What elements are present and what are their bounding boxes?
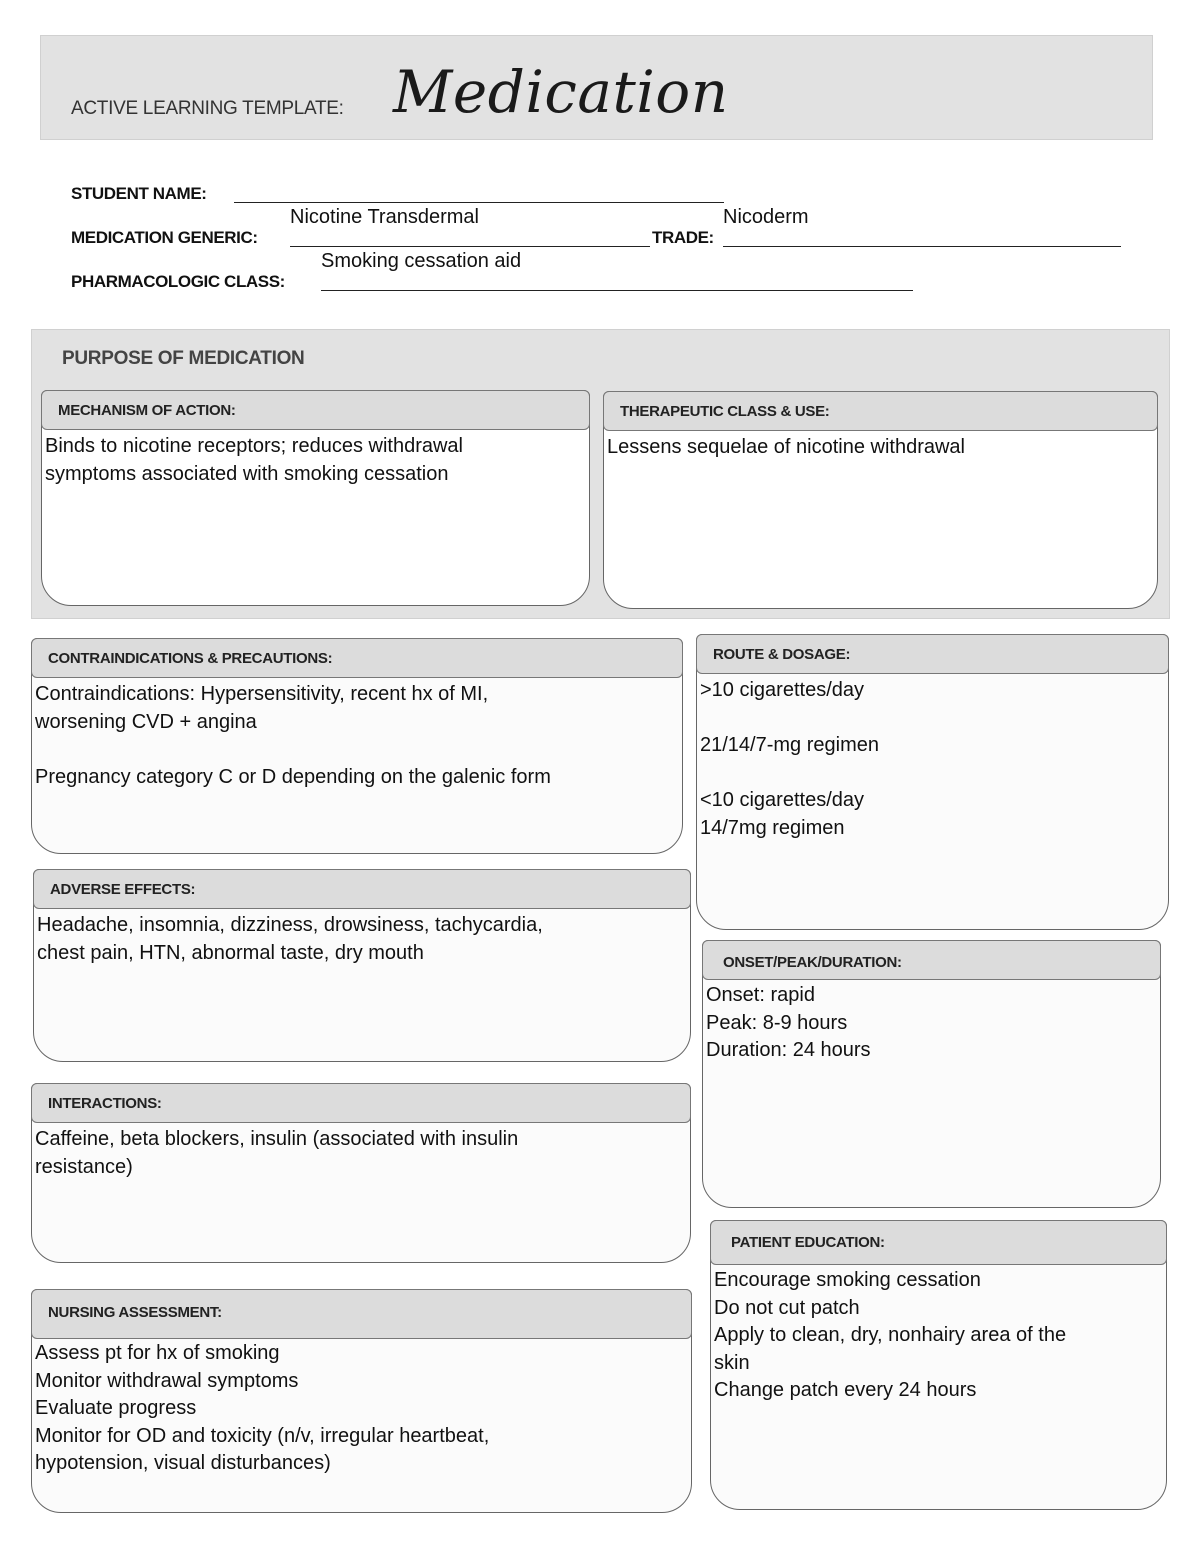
text-line: 21/14/7-mg regimen (700, 734, 879, 756)
text-line: Peak: 8-9 hours (706, 1011, 848, 1034)
interactions-label: INTERACTIONS: (48, 1095, 162, 1112)
adverse-effects-label: ADVERSE EFFECTS: (50, 881, 196, 898)
text-line: Change patch every 24 hours (714, 1379, 977, 1401)
patient-education-label: PATIENT EDUCATION: (731, 1234, 885, 1251)
contraindications-text (35, 681, 674, 791)
adverse-effects-box[interactable] (33, 869, 691, 1062)
text-line: Encourage smoking cessation (714, 1269, 981, 1291)
generic-value: Nicotine Transdermal (290, 206, 479, 228)
text-line: symptoms associated with smoking cessation (45, 462, 449, 485)
text-line: Monitor withdrawal symptoms (35, 1369, 299, 1392)
template-lead-text: ACTIVE LEARNING TEMPLATE: (71, 98, 344, 119)
route-dosage-box[interactable] (696, 634, 1169, 930)
interactions-header (31, 1083, 691, 1123)
therapeutic-label: THERAPEUTIC CLASS & USE: (620, 403, 830, 420)
text-line: Contraindications: Hypersensitivity, recent hx of MI, (35, 683, 489, 705)
pharm-class-value: Smoking cessation aid (321, 250, 522, 272)
nursing-assessment-label: NURSING ASSESSMENT: (48, 1304, 222, 1321)
text-line: hypotension, visual disturbances) (35, 1452, 331, 1474)
text-line: Apply to clean, dry, nonhairy area of the (714, 1324, 1067, 1346)
therapeutic-header (603, 391, 1158, 431)
text-line: Duration: 24 hours (706, 1039, 871, 1061)
text-line: Do not cut patch (714, 1296, 860, 1319)
onset-text (706, 982, 1152, 1065)
text-line: Monitor for OD and toxicity (n/v, irregular heartbeat, (35, 1424, 490, 1447)
contraindications-box[interactable] (31, 638, 683, 854)
mechanism-label: MECHANISM OF ACTION: (58, 402, 236, 419)
nursing-assessment-box[interactable] (31, 1289, 692, 1513)
text-line: Evaluate progress (35, 1397, 197, 1419)
nursing-assessment-header (31, 1289, 692, 1339)
text-line: <10 cigarettes/day (700, 789, 864, 811)
text-line (35, 736, 674, 764)
generic-field[interactable] (290, 206, 650, 247)
text-line: Caffeine, beta blockers, insulin (associated with insulin (35, 1128, 519, 1150)
adverse-effects-text (37, 912, 682, 967)
text-line: chest pain, HTN, abnormal taste, dry mouth (37, 941, 424, 964)
onset-header (702, 940, 1161, 980)
text-line: Headache, insomnia, dizziness, drowsiness, tachycardia, (37, 914, 543, 936)
interactions-text (35, 1126, 682, 1181)
mechanism-text (45, 433, 581, 488)
text-line: Assess pt for hx of smoking (35, 1342, 280, 1364)
text-line (700, 760, 1160, 788)
text-line: Lessens sequelae of nicotine withdrawal (607, 436, 965, 458)
text-line: 14/7mg regimen (700, 816, 845, 839)
template-title: Medication (393, 58, 729, 126)
template-header (40, 35, 1153, 140)
generic-label: MEDICATION GENERIC: (71, 228, 258, 247)
mechanism-header (41, 390, 590, 430)
student-name-label: STUDENT NAME: (71, 184, 207, 203)
pharm-class-label: PHARMACOLOGIC CLASS: (71, 272, 285, 291)
patient-education-box[interactable] (710, 1220, 1167, 1510)
therapeutic-box[interactable] (603, 391, 1158, 609)
route-dosage-label: ROUTE & DOSAGE: (713, 646, 851, 663)
mechanism-box[interactable] (41, 390, 590, 606)
text-line: Pregnancy category C or D depending on the galenic form (35, 765, 551, 788)
contraindications-label: CONTRAINDICATIONS & PRECAUTIONS: (48, 650, 333, 667)
text-line (700, 705, 1160, 733)
trade-value: Nicoderm (723, 206, 809, 228)
pharm-class-field[interactable] (321, 250, 913, 291)
interactions-box[interactable] (31, 1083, 691, 1263)
route-dosage-text (700, 677, 1160, 842)
onset-box[interactable] (702, 940, 1161, 1208)
patient-education-header (710, 1220, 1167, 1265)
text-line: >10 cigarettes/day (700, 679, 864, 701)
text-line: Onset: rapid (706, 984, 815, 1006)
patient-education-text (714, 1267, 1158, 1405)
text-line: skin (714, 1351, 750, 1374)
text-line: worsening CVD + angina (35, 710, 257, 733)
trade-field[interactable] (723, 206, 1121, 247)
onset-label: ONSET/PEAK/DURATION: (723, 954, 902, 971)
contraindications-header (31, 638, 683, 678)
purpose-title: PURPOSE OF MEDICATION (62, 348, 305, 369)
student-name-field[interactable] (234, 202, 724, 203)
adverse-effects-header (33, 869, 691, 909)
text-line: Binds to nicotine receptors; reduces withdrawal (45, 435, 463, 457)
text-line: resistance) (35, 1155, 133, 1178)
trade-label: TRADE: (652, 228, 714, 247)
nursing-assessment-text (35, 1340, 683, 1478)
therapeutic-text (607, 434, 1149, 462)
route-dosage-header (696, 634, 1169, 674)
